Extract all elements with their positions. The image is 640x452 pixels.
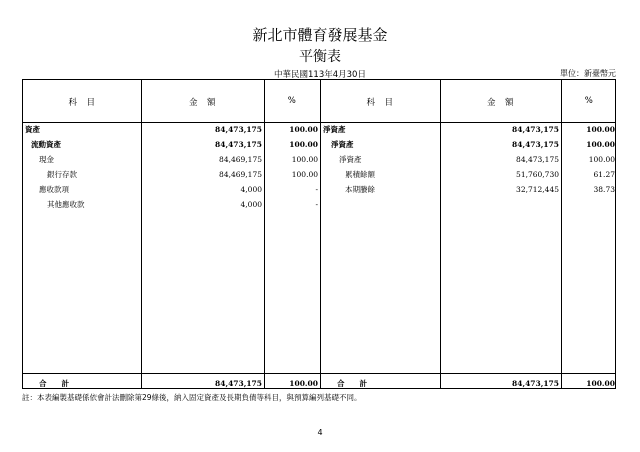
- right-row-name: 淨資產: [339, 155, 362, 164]
- left-row-pct: 100.00: [291, 155, 318, 164]
- column-divider: [320, 80, 321, 388]
- right-row-amount: 84,473,175: [512, 140, 559, 149]
- header-item-left: 科 目: [68, 98, 96, 108]
- header-divider: [23, 122, 615, 123]
- right-row-pct: 61.27: [593, 170, 615, 179]
- right-row-pct: 100.00: [586, 140, 615, 149]
- header-amount-left: 金 額: [188, 98, 216, 108]
- left-row-pct: 100.00: [289, 140, 318, 149]
- left-row-name: 資產: [25, 125, 40, 134]
- left-row-name: 現金: [39, 155, 54, 164]
- footnote: 註：本表編製基礎係依會計法刪除第29條後，納入固定資產及長期負債等科目，與預算編列基礎不同。: [22, 393, 362, 402]
- right-row-amount: 84,473,175: [512, 125, 559, 134]
- right-row-name: 淨資產: [331, 140, 354, 149]
- right-row-name: 淨資產: [323, 125, 346, 134]
- header-pct-left: %: [287, 96, 297, 106]
- left-row-amount: 4,000: [240, 185, 262, 194]
- left-row-pct: -: [315, 185, 318, 194]
- right-row-amount: 84,473,175: [516, 155, 559, 164]
- header-amount-right: 金 額: [486, 98, 514, 108]
- left-row-name: 流動資產: [31, 140, 61, 149]
- left-row-amount: 84,473,175: [215, 125, 262, 134]
- left-row-amount: 84,473,175: [215, 140, 262, 149]
- right-row-amount: 32,712,445: [516, 185, 559, 194]
- total-amount-left: 84,473,175: [215, 379, 262, 388]
- right-row-pct: 38.73: [593, 185, 615, 194]
- total-pct-left: 100.00: [289, 379, 318, 388]
- header-pct-right: %: [584, 96, 594, 106]
- right-row-name: 累積餘額: [345, 170, 375, 179]
- report-title: 新北市體育發展基金: [252, 26, 388, 44]
- currency-unit: 單位：新臺幣元: [560, 69, 616, 78]
- right-row-name: 本期賸餘: [345, 185, 375, 194]
- left-row-amount: 4,000: [240, 200, 262, 209]
- left-row-name: 銀行存款: [47, 170, 77, 179]
- left-row-pct: -: [315, 200, 318, 209]
- page-number: 4: [317, 428, 323, 437]
- left-row-name: 其他應收款: [47, 200, 85, 209]
- total-label-right: 合 計: [337, 379, 367, 388]
- left-row-amount: 84,469,175: [219, 170, 262, 179]
- right-row-pct: 100.00: [588, 155, 615, 164]
- total-pct-right: 100.00: [586, 379, 615, 388]
- total-label-left: 合 計: [39, 379, 69, 388]
- header-item-right: 科 目: [366, 98, 394, 108]
- right-row-amount: 51,760,730: [516, 170, 559, 179]
- left-row-amount: 84,469,175: [219, 155, 262, 164]
- report-subtitle: 平衡表: [299, 49, 341, 65]
- left-row-pct: 100.00: [289, 125, 318, 134]
- left-row-name: 應收款項: [39, 185, 69, 194]
- right-row-pct: 100.00: [586, 125, 615, 134]
- left-row-pct: 100.00: [291, 170, 318, 179]
- total-divider: [23, 373, 615, 374]
- balance-sheet-table: [22, 79, 616, 389]
- total-amount-right: 84,473,175: [512, 379, 559, 388]
- report-date: 中華民國113年4月30日: [274, 70, 366, 80]
